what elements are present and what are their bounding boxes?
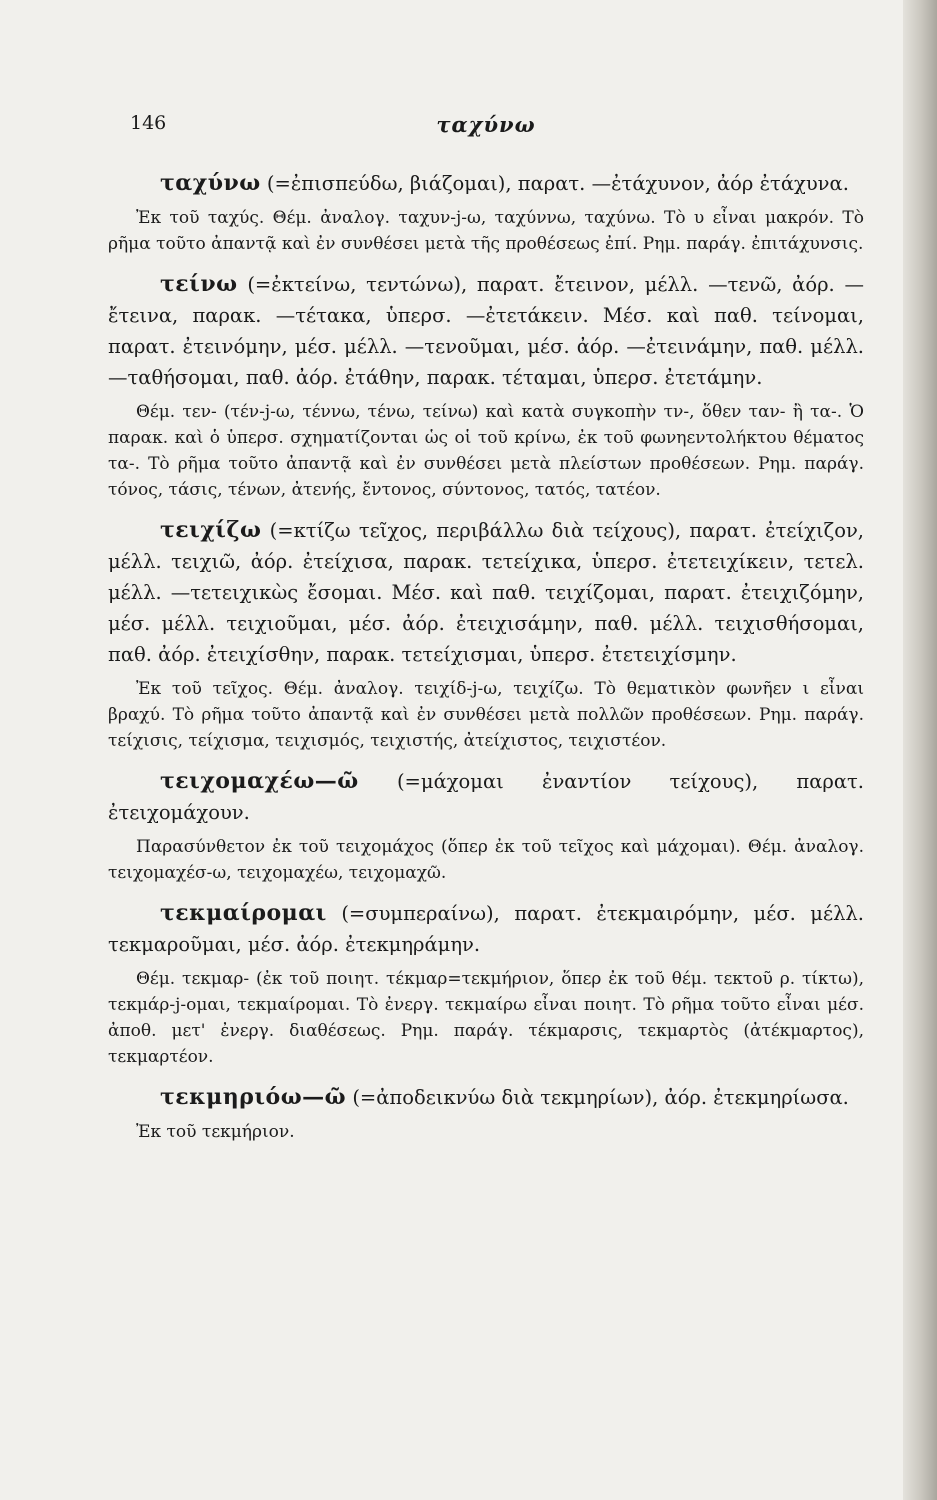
dictionary-entries xyxy=(108,168,864,1157)
entry-note: Ἐκ τοῦ ταχύς. Θέμ. ἀναλογ. ταχυν-j-ω, ταχύννω, ταχύνω. Τὸ υ εἶναι μακρόν. Τὸ ρῆμα τοῦτο ἀπαντᾷ καὶ ἐν συνθέσει μετὰ τῆς προθέσεως ἐπί. Ρημ. παράγ. ἐπιτάχυνσις. xyxy=(108,208,864,254)
entry-definition xyxy=(108,766,864,828)
entry-note: Ἐκ τοῦ τεκμήριον. xyxy=(136,1122,295,1142)
entry-definition xyxy=(108,898,864,960)
entry-definition xyxy=(108,168,864,199)
running-head: ταχύνω xyxy=(436,112,536,137)
entry-definition-text: (=ἀποδεικνύω διὰ τεκμηρίων), ἀόρ. ἐτεκμηρίωσα. xyxy=(352,1086,849,1109)
entry-headword: τεκμαίρομαι xyxy=(160,900,327,926)
entry-definition-text: (=κτίζω τεῖχος, περιβάλλω διὰ τείχους), παρατ. ἐτείχιζον, μέλλ. τειχιῶ, ἀόρ. ἐτείχισα, παρακ. τετείχικα, ὑπερσ. ἐτετειχίκειν, τετελ. μέλλ. —τετειχικὼς ἔσομαι. Μέσ. καὶ παθ. τειχίζομαι, παρατ. ἐτειχιζόμην, μέσ. μέλλ. τειχιοῦμαι, μέσ. ἀόρ. ἐτειχισάμην, παθ. μέλλ. τειχισθήσομαι, παθ. ἀόρ. ἐτειχίσθην, παρακ. τετείχισμαι, ὑπερσ. ἐτετειχίσμην. xyxy=(108,519,864,666)
entry-definition-text: (=ἐπισπεύδω, βιάζομαι), παρατ. —ἐτάχυνον, ἀόρ ἐτάχυνα. xyxy=(266,172,849,195)
entry-headword: ταχύνω xyxy=(160,170,261,196)
entry-headword: τειχίζω xyxy=(160,517,262,543)
entry-headword: τείνω xyxy=(160,271,238,297)
entry-headword: τεκμηριόω—ῶ xyxy=(160,1084,347,1110)
entry-definition xyxy=(108,1082,864,1113)
entry-definition-text: (=μάχομαι ἐναντίον τείχους), παρατ. ἐτειχομάχουν. xyxy=(108,770,865,824)
entry-note: Παρασύνθετον ἐκ τοῦ τειχομάχος (ὅπερ ἐκ τοῦ τεῖχος καὶ μάχομαι). Θέμ. ἀναλογ. τειχομαχέσ-ω, τειχομαχέω, τειχομαχῶ. xyxy=(108,837,864,883)
entry-definition-text: (=συμπεραίνω), παρατ. ἐτεκμαιρόμην, μέσ. μέλλ. τεκμαροῦμαι, μέσ. ἀόρ. ἐτεκμηράμην. xyxy=(108,902,864,956)
page-number: 146 xyxy=(130,112,167,134)
entry-definition xyxy=(108,269,864,393)
entry-definition-text: (=ἐκτείνω, τεντώνω), παρατ. ἔτεινον, μέλλ. —τενῶ, ἀόρ. —ἔτεινα, παρακ. —τέτακα, ὑπερσ. —ἐτετάκειν. Μέσ. καὶ παθ. τείνομαι, παρατ. ἐτεινόμην, μέσ. μέλλ. —τενοῦμαι, μέσ. ἀόρ. —ἐτεινάμην, παθ. μέλλ. —ταθήσομαι, παθ. ἀόρ. ἐτάθην, παρακ. τέταμαι, ὑπερσ. ἐτετάμην. xyxy=(108,273,865,389)
entry-note: Θέμ. τεκμαρ- (ἐκ τοῦ ποιητ. τέκμαρ=τεκμήριον, ὅπερ ἐκ τοῦ θέμ. τεκτοῦ ρ. τίκτω), τεκμάρ-j-ομαι, τεκμαίρομαι. Τὸ ἐνεργ. τεκμαίρω εἶναι ποιητ. Τὸ ρῆμα τοῦτο εἶναι μέσ. ἀποθ. μετ' ἐνεργ. διαθέσεως. Ρημ. παράγ. τέκμαρσις, τεκμαρτὸς (ἀτέκμαρτος), τεκμαρτέον. xyxy=(108,969,864,1067)
entry-headword: τειχομαχέω—ῶ xyxy=(160,768,359,794)
entry-note: Θέμ. τεν- (τέν-j-ω, τέννω, τένω, τείνω) καὶ κατὰ συγκοπὴν τν-, ὅθεν ταν- ἢ τα-. Ὁ παρακ. καὶ ὁ ὑπερσ. σχηματίζονται ὡς οἱ τοῦ κρίνω, ἐκ τοῦ φωνηεντολήκτου θέματος τα-. Τὸ ρῆμα τοῦτο ἀπαντᾷ καὶ ἐν συνθέσει μετὰ πλείστων προθέσεων. Ρημ. παράγ. τόνος, τάσις, τένων, ἀτενής, ἔντονος, σύντονος, τατός, τατέον. xyxy=(108,402,864,500)
entry-definition xyxy=(108,515,864,670)
page-binding-shadow xyxy=(903,0,937,1500)
page-header xyxy=(108,112,864,148)
entry-note: Ἐκ τοῦ τεῖχος. Θέμ. ἀναλογ. τειχίδ-j-ω, τειχίζω. Τὸ θεματικὸν φωνῆεν ι εἶναι βραχύ. Τὸ ρῆμα τοῦτο ἀπαντᾷ καὶ ἐν συνθέσει μετὰ πολλῶν προθέσεων. Ρημ. παράγ. τείχισις, τείχισμα, τειχισμός, τειχιστής, ἀτείχιστος, τειχιστέον. xyxy=(108,679,864,751)
